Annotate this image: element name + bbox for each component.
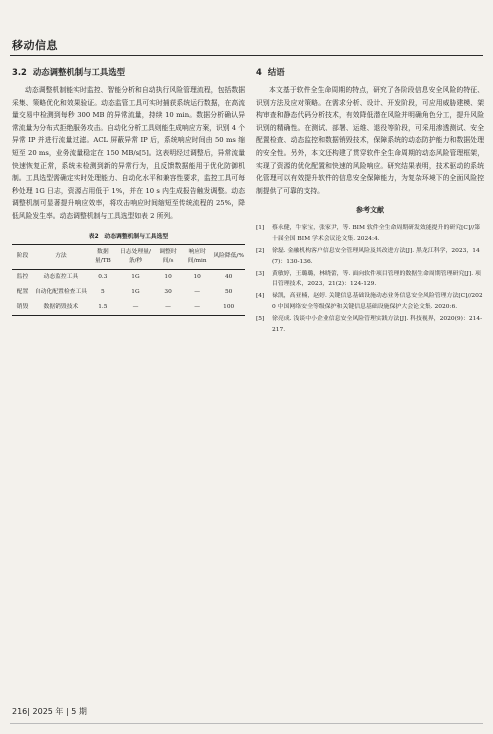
reference-text: 徐亮成. 浅谈中小企业信息安全风险管理实践方法[J]. 科技视界，2020(9)：214-217. [272, 315, 483, 333]
table-cell: 40 [224, 273, 233, 280]
table-cell: 1G [131, 288, 140, 295]
body-paragraph: 动态调整机制能实时监控、智能分析和自动执行风险管理流程，包括数据采集、策略优化和效果验证。动态监管工具可实时捕获系统运行数据，在高流量交易中检测到每秒 300 MB 的异常流量，持续 10 min。数据分析确认异常流量为分布式拒绝服务攻击。自动化分析工具则能生成响应方案，识别 4 个异常 IP 并进行流量过滤。ACL 屏蔽异常 IP 后，系统响应时间由 50 ms 缩短至 20 ms，业务流量稳定在 150 MB/s[5]。这表明经过调整后，异常流量快速恢复正常，系统未检测到新的异常行为，且反馈数据能用于优化防御机制。工具选型需确定实时处理能力、自动化水平和兼容性要求，监控工具可每秒处理 1G 日志，资源占用低于 1%，并在 10 s 内生成报告触发调整。动态调整机制可显著提升响应效率，将攻击响应时间缩短至传统流程的 25%，降低风险发生率。动态调整机制与工具选型如表 2 所列。 [12, 86, 245, 220]
table-cell: 10 [193, 273, 201, 280]
table-caption: 表2 动态调整机制与工具选型 [88, 233, 169, 240]
reference-number: [2] [256, 247, 265, 254]
reference-item [256, 269, 484, 291]
table-cell: 1.5 [89, 300, 117, 316]
reference-text: 徐磊. 金融机构客户信息安全管理风险及其改进方法[J]. 黑龙江科学，2023，14(7)：130-136. [272, 247, 480, 265]
section-title: 动态调整机制与工具选型 [32, 67, 125, 77]
reference-list [256, 223, 484, 335]
table-cell: 配置 [16, 288, 29, 295]
reference-text: 蔡永健，牛家宝，张家尹，等. BIM 软件全生命周期研发效能提升的研究[C]//第十届全国 BIM 学术会议论文集. 2024:4. [272, 225, 481, 243]
reference-item [256, 291, 484, 313]
references-heading: 参考文献 [356, 206, 384, 215]
conclusion-paragraph: 本文基于软件全生命周期的特点，研究了各阶段信息安全风险的特征、识别方法及应对策略。在需求分析、设计、开发阶段，可应用威胁建模、架构审查和静态代码分析技术，有效降低潜在风险并明确角色分工，提升风险识别的精确性。在测试、部署、运维、退役等阶段，可采用渗透测试、安全配置检查、动态监控和数据销毁技术，保障系统的动态防护能力和数据处理的安全性。另外，本文还构建了贯穿软件全生命周期的动态风险管理框架，实现了资源的优化配置和快速的风险响应。研究结果表明，技术驱动的系统化管理可以有效提升软件的信息安全保障能力，为复杂环境下的全面风险控制提供了可靠的支持。 [256, 86, 484, 195]
table-cell: 5 [101, 288, 105, 295]
table-cell: 1G [131, 273, 140, 280]
table-cell: — [182, 300, 212, 316]
page-footer: 216| 2025 年 | 5 期 [12, 707, 87, 716]
table-header-cell: 调整时间/s [154, 244, 182, 269]
section-number: 4 [256, 67, 262, 77]
section-title: 结语 [267, 67, 285, 77]
table-row [12, 269, 245, 285]
table-row [12, 285, 245, 300]
table-header-cell: 方法 [33, 244, 89, 269]
table-header-cell: 数据量/TB [89, 244, 117, 269]
reference-item [256, 223, 484, 245]
section-heading-4 [256, 66, 484, 78]
footer-rule [10, 723, 483, 724]
table-cell: — [194, 288, 201, 295]
table-cell: 销毁 [12, 300, 33, 316]
reference-item [256, 314, 484, 336]
right-column [256, 66, 484, 336]
reference-number: [4] [256, 293, 265, 300]
reference-number: [1] [256, 225, 265, 232]
table-cell: 监控 [16, 273, 29, 280]
table-header-cell: 风险降低/% [212, 244, 245, 269]
section-heading-3-2 [12, 66, 245, 78]
left-column [12, 66, 245, 316]
reference-text: 禄凯，高亚楠，赵婷. 关键信息基础设施动态业务信息安全风险管理方法[C]//2020 中国网络安全等级保护和关键信息基础设施保护大会论文集. 2020:6. [272, 293, 483, 310]
reference-text: 黄敏婷，王璐璐，林晓蕾，等. 面向软件项目管理的数据生命周期管理研究[J]. 项目管理技术，2023，21(2)：124-129. [272, 270, 481, 288]
reference-number: [5] [256, 315, 265, 322]
reference-item [256, 246, 484, 268]
table-cell: — [117, 300, 154, 316]
table-header-cell: 日志处理量/条/秒 [117, 244, 154, 269]
table-cell: 数据销毁技术 [33, 300, 89, 316]
table-header-cell: 响应时间/min [182, 244, 212, 269]
table-header-row [12, 244, 245, 269]
header-rule [10, 55, 483, 56]
table-header-cell: 阶段 [12, 244, 33, 269]
table-cell: 动态监控工具 [43, 273, 79, 280]
reference-number: [3] [256, 270, 265, 277]
table-row [12, 300, 245, 316]
journal-section-label: 移动信息 [12, 39, 58, 52]
table-cell: 10 [164, 273, 172, 280]
tool-selection-table [12, 244, 245, 316]
table-cell: 100 [212, 300, 245, 316]
table-cell: 0.3 [98, 273, 108, 280]
table-cell: 50 [224, 288, 233, 295]
table-cell: 自动化配置检查工具 [34, 288, 88, 295]
section-number: 3.2 [12, 67, 27, 77]
table-cell: 30 [164, 288, 172, 295]
table-cell: — [154, 300, 182, 316]
